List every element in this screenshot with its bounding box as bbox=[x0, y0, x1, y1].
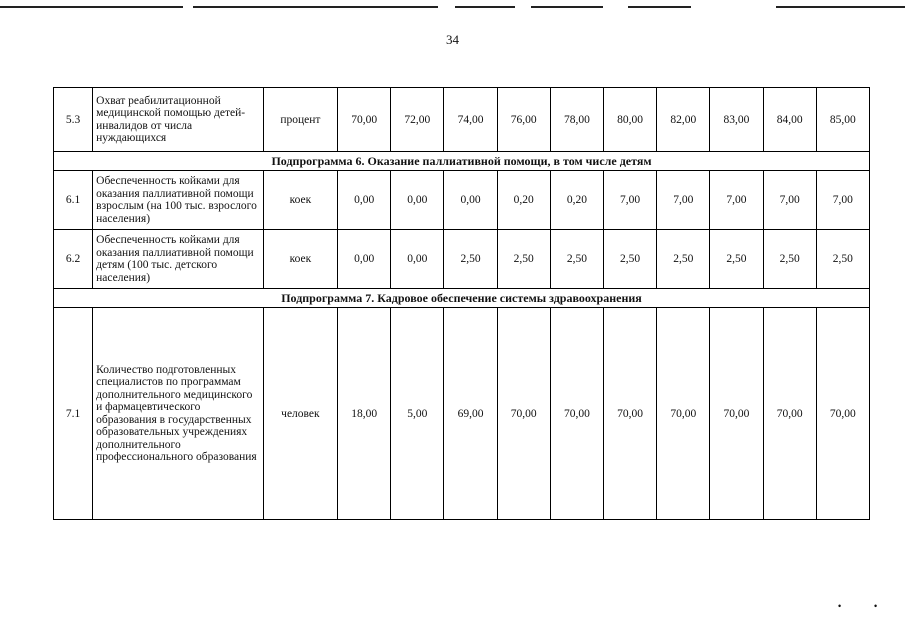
table-body bbox=[54, 88, 870, 520]
section-row bbox=[54, 289, 870, 308]
row-number: 6.1 bbox=[54, 171, 93, 230]
value-cell: 70,00 bbox=[710, 308, 763, 520]
scan-line bbox=[531, 6, 603, 8]
value-cell: 76,00 bbox=[497, 88, 550, 152]
value-cell: 2,50 bbox=[603, 230, 656, 289]
row-number: 5.3 bbox=[54, 88, 93, 152]
value-cell: 2,50 bbox=[763, 230, 816, 289]
section-title: Подпрограмма 6. Оказание паллиативной помощи, в том числе детям bbox=[54, 152, 870, 171]
unit-cell: человек bbox=[263, 308, 337, 520]
value-cell: 0,20 bbox=[550, 171, 603, 230]
value-cell: 70,00 bbox=[816, 308, 869, 520]
value-cell: 0,00 bbox=[338, 171, 391, 230]
scan-line bbox=[455, 6, 515, 8]
value-cell: 7,00 bbox=[603, 171, 656, 230]
scan-mark: • bbox=[874, 601, 878, 611]
indicator-name: Обеспеченность койками для оказания паллиативной помощи взрослым (на 100 тыс. взрослого населения) bbox=[93, 171, 264, 230]
table-row bbox=[54, 88, 870, 152]
indicator-name: Охват реабилитационной медицинской помощью детей-инвалидов от числа нуждающихся bbox=[93, 88, 264, 152]
scan-line bbox=[776, 6, 905, 8]
indicator-name: Обеспеченность койками для оказания паллиативной помощи детям (100 тыс. детского населения) bbox=[93, 230, 264, 289]
value-cell: 18,00 bbox=[338, 308, 391, 520]
value-cell: 7,00 bbox=[657, 171, 710, 230]
value-cell: 72,00 bbox=[391, 88, 444, 152]
table-row bbox=[54, 171, 870, 230]
value-cell: 2,50 bbox=[816, 230, 869, 289]
value-cell: 70,00 bbox=[603, 308, 656, 520]
value-cell: 70,00 bbox=[550, 308, 603, 520]
value-cell: 70,00 bbox=[497, 308, 550, 520]
scan-line bbox=[628, 6, 691, 8]
unit-cell: процент bbox=[263, 88, 337, 152]
value-cell: 0,00 bbox=[391, 171, 444, 230]
value-cell: 70,00 bbox=[338, 88, 391, 152]
scan-line bbox=[0, 6, 183, 8]
value-cell: 70,00 bbox=[763, 308, 816, 520]
value-cell: 5,00 bbox=[391, 308, 444, 520]
value-cell: 2,50 bbox=[710, 230, 763, 289]
row-number: 7.1 bbox=[54, 308, 93, 520]
value-cell: 69,00 bbox=[444, 308, 497, 520]
value-cell: 7,00 bbox=[710, 171, 763, 230]
value-cell: 2,50 bbox=[497, 230, 550, 289]
value-cell: 0,20 bbox=[497, 171, 550, 230]
value-cell: 84,00 bbox=[763, 88, 816, 152]
page-number: 34 bbox=[446, 32, 459, 47]
value-cell: 83,00 bbox=[710, 88, 763, 152]
unit-cell: коек bbox=[263, 171, 337, 230]
value-cell: 7,00 bbox=[816, 171, 869, 230]
unit-cell: коек bbox=[263, 230, 337, 289]
value-cell: 2,50 bbox=[550, 230, 603, 289]
value-cell: 2,50 bbox=[444, 230, 497, 289]
scan-mark: • bbox=[838, 601, 842, 611]
value-cell: 80,00 bbox=[603, 88, 656, 152]
value-cell: 0,00 bbox=[338, 230, 391, 289]
scan-line bbox=[193, 6, 438, 8]
value-cell: 2,50 bbox=[657, 230, 710, 289]
value-cell: 82,00 bbox=[657, 88, 710, 152]
value-cell: 70,00 bbox=[657, 308, 710, 520]
table-row bbox=[54, 308, 870, 520]
row-number: 6.2 bbox=[54, 230, 93, 289]
indicators-table bbox=[53, 87, 870, 520]
value-cell: 85,00 bbox=[816, 88, 869, 152]
value-cell: 78,00 bbox=[550, 88, 603, 152]
value-cell: 74,00 bbox=[444, 88, 497, 152]
section-title: Подпрограмма 7. Кадровое обеспечение системы здравоохранения bbox=[54, 289, 870, 308]
value-cell: 0,00 bbox=[391, 230, 444, 289]
section-row bbox=[54, 152, 870, 171]
value-cell: 7,00 bbox=[763, 171, 816, 230]
value-cell: 0,00 bbox=[444, 171, 497, 230]
table-row bbox=[54, 230, 870, 289]
indicator-name: Количество подготовленных специалистов по программам дополнительного медицинского и фармацевтического образования в государственных образовательных учреждениях дополнительного профессионального образования bbox=[93, 308, 264, 520]
